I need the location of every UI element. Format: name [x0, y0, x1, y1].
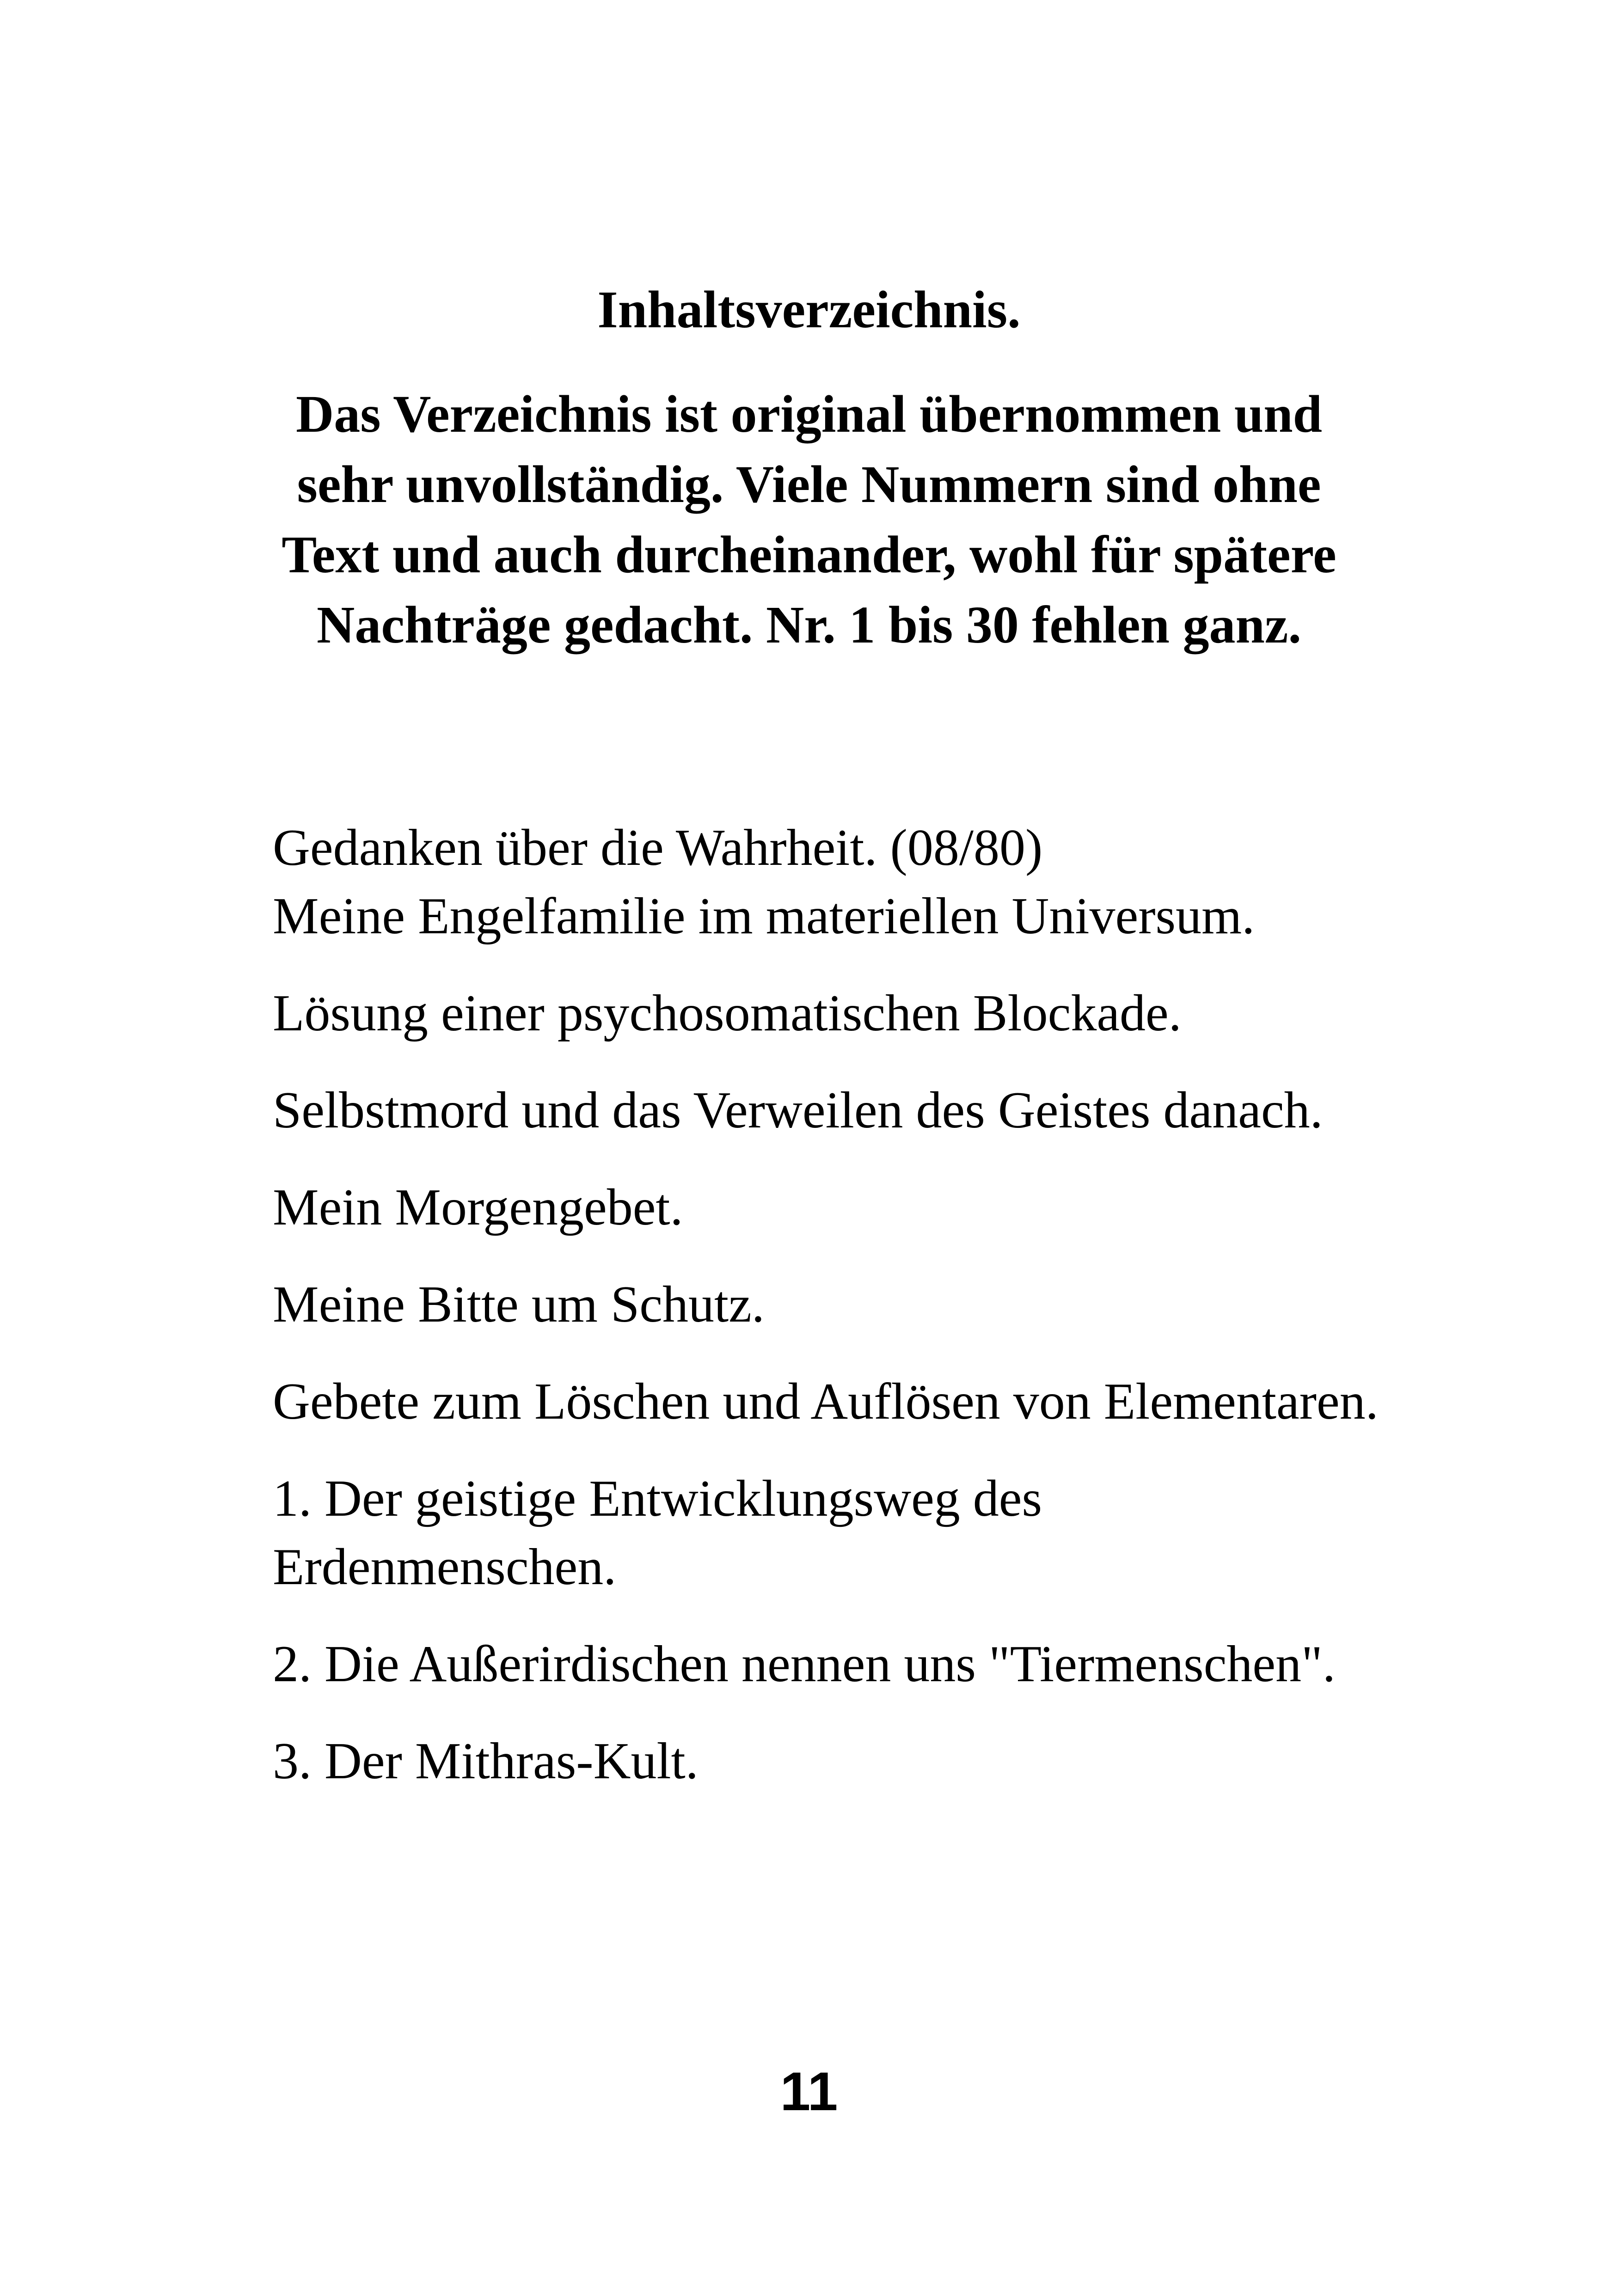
page-title: Inhaltsverzeichnis.: [597, 280, 1021, 339]
toc-entry: Gedanken über die Wahrheit. (08/80): [273, 819, 1043, 876]
toc-entry: 2. Die Außerirdischen nennen uns "Tiermenschen".: [273, 1635, 1336, 1693]
table-of-contents: [273, 814, 1382, 1824]
editorial-note: Das Verzeichnis ist original übernommen und sehr unvollständig. Viele Nummern sind ohne Text und auch durcheinander, wohl für spätere Nachträge gedacht. Nr. 1 bis 30 fehlen ganz.: [282, 385, 1336, 654]
toc-entry: Meine Bitte um Schutz.: [273, 1276, 765, 1333]
toc-entry: Mein Morgengebet.: [273, 1179, 683, 1236]
toc-entry: Gebete zum Löschen und Auflösen von Elementaren.: [273, 1373, 1379, 1430]
toc-entry: 3. Der Mithras-Kult.: [273, 1733, 699, 1790]
toc-entry: 1. Der geistige Entwicklungsweg des Erdenmenschen.: [273, 1470, 1042, 1596]
page-number: 11: [780, 2061, 838, 2122]
toc-entry: Meine Engelfamilie im materiellen Universum.: [273, 888, 1255, 945]
toc-entry: Lösung einer psychosomatischen Blockade.: [273, 985, 1182, 1042]
toc-entry: Selbstmord und das Verweilen des Geistes danach.: [273, 1082, 1323, 1139]
